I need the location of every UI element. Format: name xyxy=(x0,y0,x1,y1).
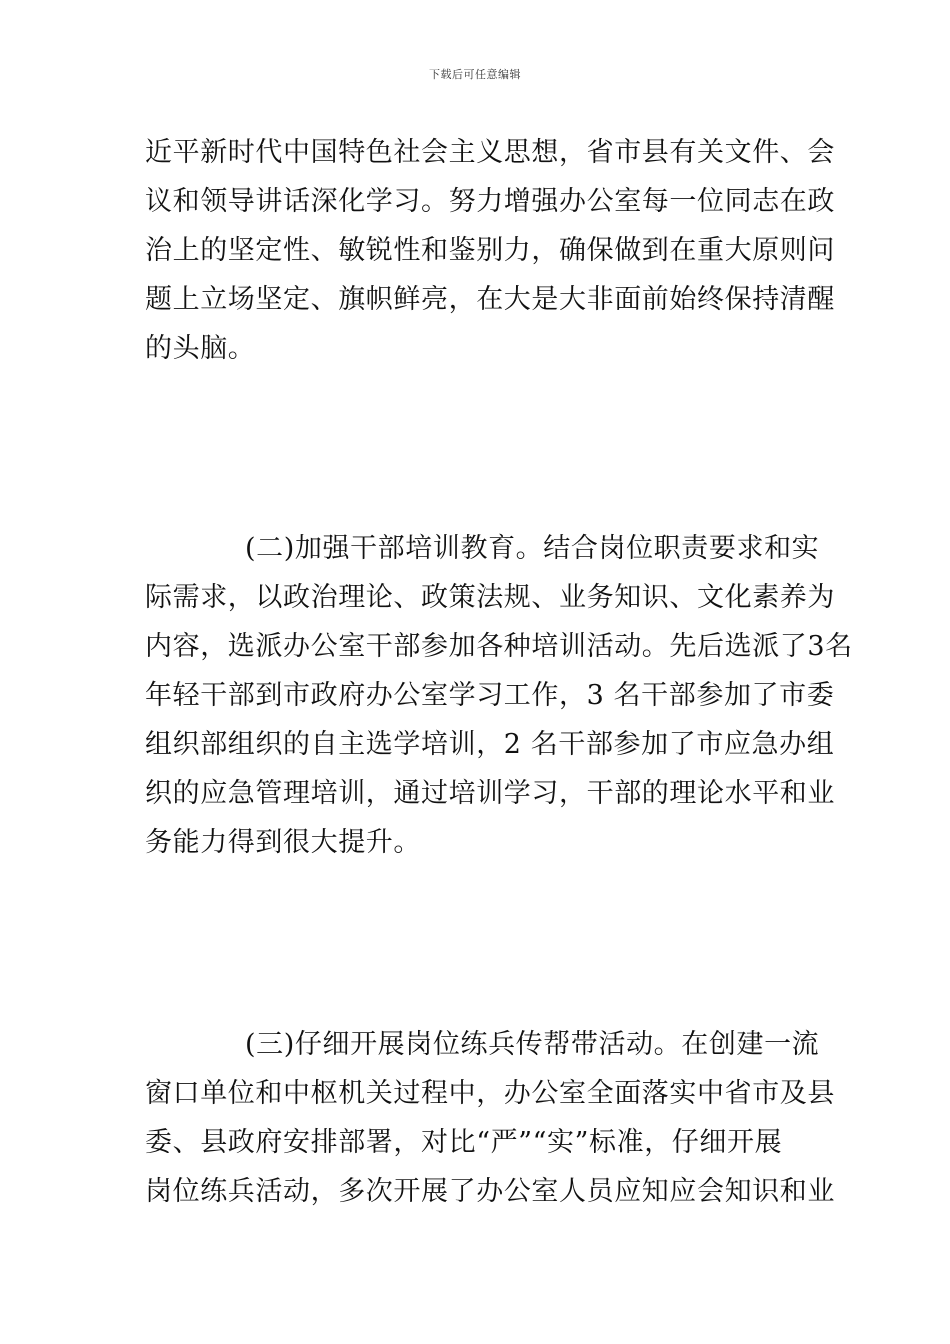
paragraph-line: 务能力得到很大提升。 xyxy=(145,827,421,858)
paragraph-line: 际需求，以政治理论、政策法规、业务知识、文化素养为 xyxy=(145,582,835,613)
paragraph-line: 近平新时代中国特色社会主义思想，省市县有关文件、会 xyxy=(145,137,835,168)
paragraph-3 xyxy=(145,1020,835,1216)
paragraph-1 xyxy=(145,128,835,373)
paragraph-line: 委、县政府安排部署，对比“严”“实”标准，仔细开展 xyxy=(145,1127,783,1158)
section-heading-line: (三)仔细开展岗位练兵传帮带活动。在创建一流 xyxy=(245,1029,820,1060)
paragraph-line: 织的应急管理培训，通过培训学习，干部的理论水平和业 xyxy=(145,778,835,809)
paragraph-line: 窗口单位和中枢机关过程中，办公室全面落实中省市及县 xyxy=(145,1078,835,1109)
paragraph-line: 年轻干部到市政府办公室学习工作，3 名干部参加了市委 xyxy=(145,680,835,711)
paragraph-line: 的头脑。 xyxy=(145,333,256,364)
paragraph-line: 议和领导讲话深化学习。努力增强办公室每一位同志在政 xyxy=(145,186,835,217)
paragraph-line: 内容，选派办公室干部参加各种培训活动。先后选派了3名 xyxy=(145,631,853,662)
paragraph-line: 治上的坚定性、敏锐性和鉴别力，确保做到在重大原则问 xyxy=(145,235,835,266)
paragraph-2 xyxy=(145,524,853,867)
paragraph-line: 岗位练兵活动，多次开展了办公室人员应知应会知识和业 xyxy=(145,1176,835,1207)
header-note: 下载后可任意编辑 xyxy=(429,68,521,81)
paragraph-line: 题上立场坚定、旗帜鲜亮，在大是大非面前始终保持清醒 xyxy=(145,284,835,315)
section-heading-line: (二)加强干部培训教育。结合岗位职责要求和实 xyxy=(245,533,820,564)
paragraph-line: 组织部组织的自主选学培训，2 名干部参加了市应急办组 xyxy=(145,729,835,760)
